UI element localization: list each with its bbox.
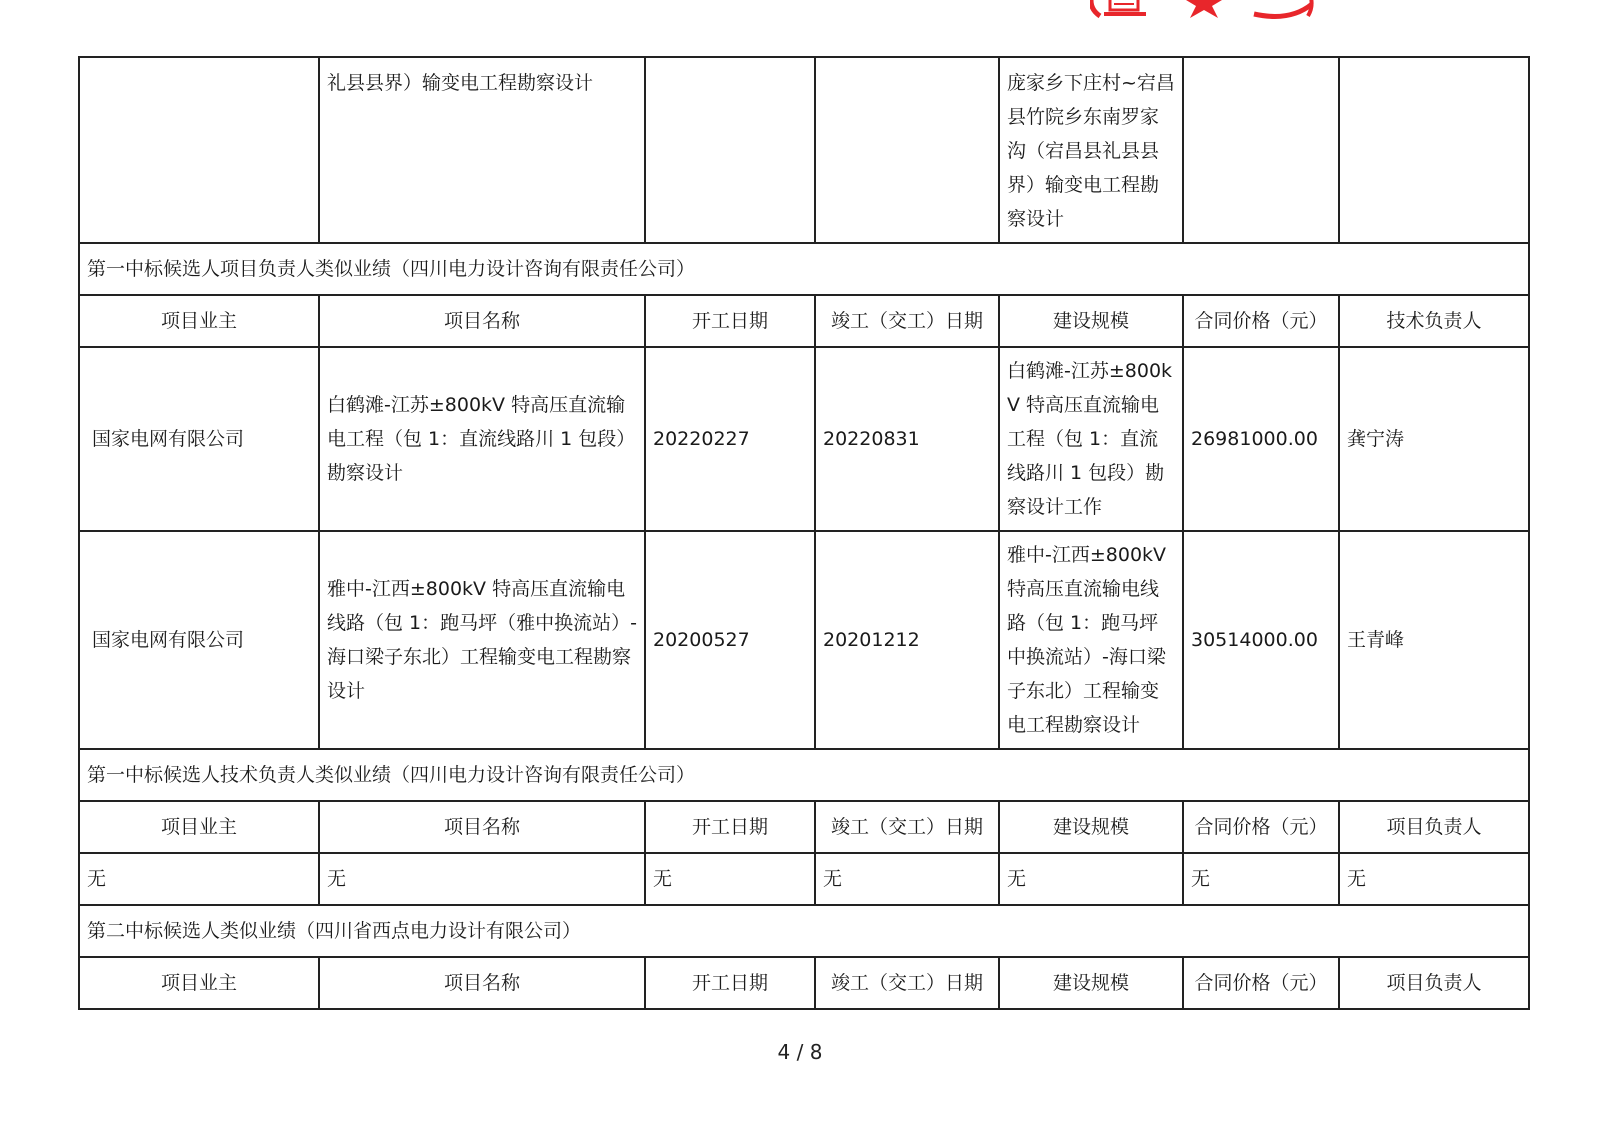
column-header: 项目名称	[319, 295, 645, 347]
cell-project-name: 雅中-江西±800kV 特高压直流输电线路（包 1：跑马坪（雅中换流站）-海口梁子东北）工程输变电工程勘察设计	[319, 531, 645, 749]
cell-start-date: 20200527	[645, 531, 815, 749]
cell-price	[1183, 57, 1339, 243]
cell-end-date	[815, 57, 999, 243]
cell-scale: 无	[999, 853, 1183, 905]
column-header: 竣工（交工）日期	[815, 295, 999, 347]
column-header: 竣工（交工）日期	[815, 957, 999, 1009]
cell-owner: 无	[79, 853, 319, 905]
cell-end-date: 20220831	[815, 347, 999, 531]
cell-scale: 白鹤滩-江苏±800kV 特高压直流输电工程（包 1：直流线路川 1 包段）勘察设计工作	[999, 347, 1183, 531]
column-header: 开工日期	[645, 801, 815, 853]
section-title: 第一中标候选人项目负责人类似业绩（四川电力设计咨询有限责任公司）	[79, 243, 1529, 295]
column-header: 竣工（交工）日期	[815, 801, 999, 853]
cell-lead: 王青峰	[1339, 531, 1529, 749]
table-row	[79, 347, 1529, 531]
column-header: 项目业主	[79, 295, 319, 347]
cell-project-name: 礼县县界）输变电工程勘察设计	[319, 57, 645, 243]
column-header: 项目业主	[79, 957, 319, 1009]
table-header-row	[79, 295, 1529, 347]
column-header: 技术负责人	[1339, 295, 1529, 347]
column-header: 建设规模	[999, 957, 1183, 1009]
performance-table	[78, 56, 1530, 1010]
page-number: 4 / 8	[777, 1040, 823, 1064]
column-header: 项目名称	[319, 801, 645, 853]
cell-price: 无	[1183, 853, 1339, 905]
cell-owner: 国家电网有限公司	[79, 531, 319, 749]
column-header: 开工日期	[645, 295, 815, 347]
seal-icon	[1090, 0, 1340, 22]
cell-price: 30514000.00	[1183, 531, 1339, 749]
cell-lead	[1339, 57, 1529, 243]
red-seal-stamp	[1090, 0, 1340, 22]
cell-project-name: 白鹤滩-江苏±800kV 特高压直流输电工程（包 1：直流线路川 1 包段）勘察设计	[319, 347, 645, 531]
cell-owner: 国家电网有限公司	[79, 347, 319, 531]
column-header: 项目业主	[79, 801, 319, 853]
cell-owner	[79, 57, 319, 243]
section-title-row	[79, 243, 1529, 295]
column-header: 合同价格（元）	[1183, 295, 1339, 347]
column-header: 建设规模	[999, 801, 1183, 853]
continuation-row	[79, 57, 1529, 243]
cell-scale: 雅中-江西±800kV 特高压直流输电线路（包 1：跑马坪中换流站）-海口梁子东北）工程输变电工程勘察设计	[999, 531, 1183, 749]
table-row	[79, 853, 1529, 905]
cell-end-date: 20201212	[815, 531, 999, 749]
column-header: 开工日期	[645, 957, 815, 1009]
cell-lead: 无	[1339, 853, 1529, 905]
cell-start-date: 无	[645, 853, 815, 905]
table-header-row	[79, 957, 1529, 1009]
column-header: 项目负责人	[1339, 801, 1529, 853]
column-header: 项目名称	[319, 957, 645, 1009]
section-title: 第二中标候选人类似业绩（四川省西点电力设计有限公司）	[79, 905, 1529, 957]
cell-lead: 龚宁涛	[1339, 347, 1529, 531]
cell-price: 26981000.00	[1183, 347, 1339, 531]
table-row	[79, 531, 1529, 749]
column-header: 合同价格（元）	[1183, 801, 1339, 853]
table-header-row	[79, 801, 1529, 853]
cell-end-date: 无	[815, 853, 999, 905]
section-title-row	[79, 749, 1529, 801]
column-header: 合同价格（元）	[1183, 957, 1339, 1009]
cell-start-date	[645, 57, 815, 243]
section-title-row	[79, 905, 1529, 957]
cell-start-date: 20220227	[645, 347, 815, 531]
section-title: 第一中标候选人技术负责人类似业绩（四川电力设计咨询有限责任公司）	[79, 749, 1529, 801]
cell-project-name: 无	[319, 853, 645, 905]
column-header: 项目负责人	[1339, 957, 1529, 1009]
column-header: 建设规模	[999, 295, 1183, 347]
cell-scale: 庞家乡下庄村~宕昌县竹院乡东南罗家沟（宕昌县礼县县界）输变电工程勘察设计	[999, 57, 1183, 243]
